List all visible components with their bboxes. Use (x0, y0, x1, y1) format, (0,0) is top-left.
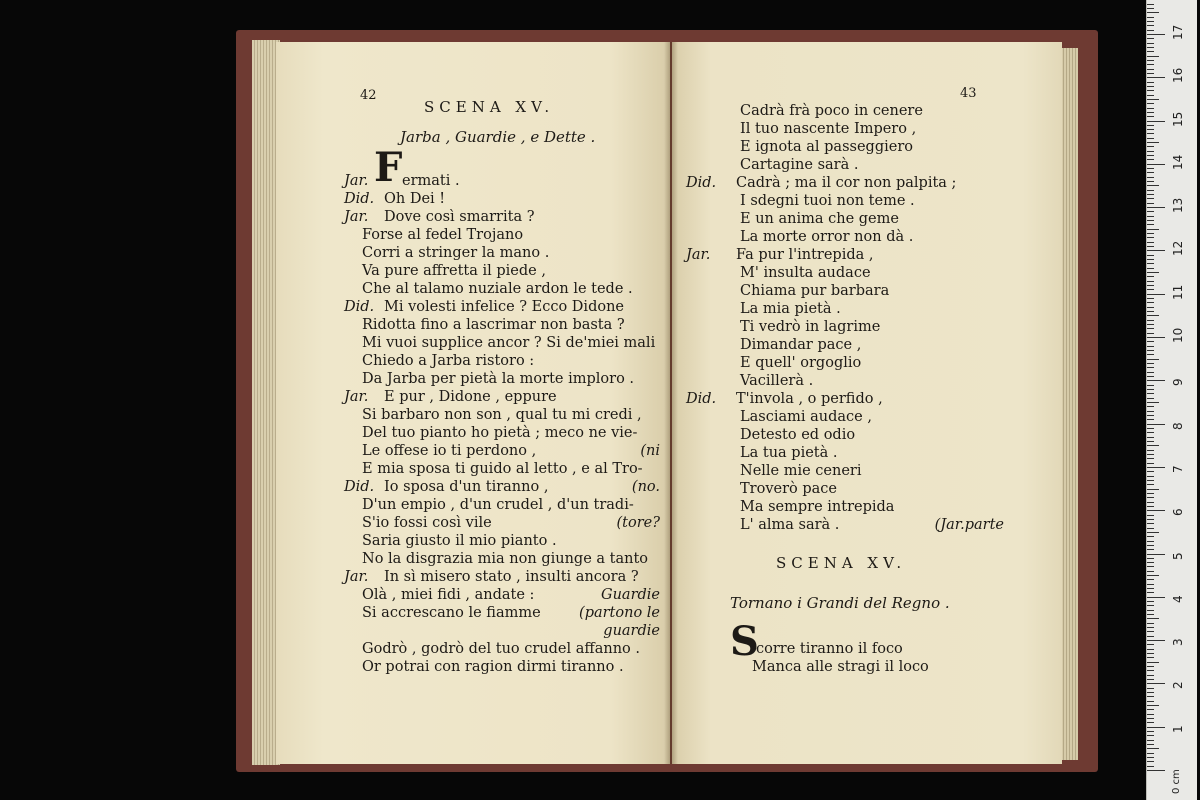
ruler-tick (1147, 73, 1154, 74)
ruler-tick (1147, 692, 1154, 693)
ruler-tick (1147, 653, 1154, 654)
ruler-tick (1147, 112, 1154, 113)
ruler-tick (1147, 688, 1154, 689)
ruler-tick (1147, 12, 1159, 13)
book-gutter (664, 42, 678, 764)
ruler-number: 11 (1171, 284, 1185, 300)
ruler-tick (1147, 172, 1154, 173)
ruler-tick (1147, 393, 1154, 394)
ruler-tick (1147, 376, 1154, 377)
verse-line: Lasciami audace , (740, 409, 872, 425)
ruler-tick (1147, 519, 1154, 520)
ruler-tick (1147, 95, 1154, 96)
ruler-tick (1147, 605, 1154, 606)
verse-line: Manca alle stragi il loco (752, 659, 929, 675)
ruler-tick (1147, 454, 1154, 455)
ruler-tick (1147, 125, 1154, 126)
speaker-label: Did. (686, 175, 717, 191)
ruler-tick (1147, 60, 1154, 61)
ruler-tick (1147, 268, 1154, 269)
ruler-tick (1147, 315, 1159, 316)
ruler-tick (1147, 571, 1154, 572)
ruler-tick (1147, 34, 1165, 35)
ruler-tick (1147, 614, 1154, 615)
ruler-tick (1147, 380, 1165, 381)
ruler-tick (1147, 705, 1159, 706)
verse-line: Si accrescano le fiamme (362, 605, 541, 621)
ruler-tick (1147, 346, 1154, 347)
ruler-tick (1147, 164, 1165, 165)
ruler-tick (1147, 428, 1154, 429)
verse-line: Chiama pur barbara (740, 283, 890, 299)
ruler-tick (1147, 471, 1154, 472)
verse-line: Oh Dei ! (384, 191, 446, 207)
ruler-tick (1147, 129, 1154, 130)
verse-line: S'io fossi così vile (362, 515, 492, 531)
ruler-tick (1147, 242, 1154, 243)
ruler-tick (1147, 237, 1154, 238)
ruler-tick (1147, 618, 1159, 619)
verse-line: Saria giusto il mio pianto . (362, 533, 557, 549)
verse-line: Vacillerà . (740, 373, 814, 389)
ruler-tick (1147, 289, 1154, 290)
ruler-tick (1147, 753, 1154, 754)
ruler-tick (1147, 116, 1154, 117)
ruler-tick (1147, 523, 1154, 524)
ruler-tick (1147, 25, 1154, 26)
ruler-tick (1147, 627, 1154, 628)
verse-line: La morte orror non dà . (740, 229, 914, 245)
ruler-tick (1147, 17, 1154, 18)
ruler-tick (1147, 216, 1154, 217)
verse-line: Godrò , godrò del tuo crudel affanno . (362, 641, 640, 657)
verse-line: Troverò pace (740, 481, 838, 497)
ruler-tick (1147, 489, 1159, 490)
ruler-tick (1147, 541, 1154, 542)
stage-direction: (no. (631, 479, 660, 495)
verse-line: corre tiranno il foco (756, 641, 903, 657)
ruler-tick (1147, 320, 1154, 321)
ruler-tick (1147, 419, 1154, 420)
ruler-tick (1147, 281, 1154, 282)
scene-heading: SCENA XV. (776, 554, 907, 572)
speaker-label: Did. (686, 391, 717, 407)
ruler-tick (1147, 675, 1154, 676)
ruler-tick (1147, 402, 1159, 403)
verse-line: Io sposa d'un tiranno , (384, 479, 549, 495)
ruler-tick (1147, 47, 1154, 48)
stage-direction: Guardie (601, 587, 660, 603)
ruler-number: 7 (1171, 465, 1185, 473)
ruler-tick (1147, 748, 1159, 749)
ruler-tick (1147, 43, 1154, 44)
ruler-tick (1147, 190, 1154, 191)
ruler-tick (1147, 761, 1154, 762)
ruler-tick (1147, 133, 1154, 134)
ruler-number: 5 (1171, 551, 1185, 560)
ruler-tick (1147, 350, 1154, 351)
ruler-tick (1147, 333, 1154, 334)
scene-heading: SCENA XV. (424, 98, 555, 116)
verse-line: Corri a stringer la mano . (362, 245, 550, 261)
verse-line: Detesto ed odio (740, 427, 856, 443)
ruler-tick (1147, 528, 1154, 529)
ruler-tick (1147, 142, 1159, 143)
ruler-unit: 0 cm (1171, 769, 1182, 794)
ruler-tick (1147, 177, 1154, 178)
ruler-tick (1147, 424, 1165, 425)
verse-line: Del tuo pianto ho pietà ; meco ne vie- (362, 425, 638, 441)
ruler-tick (1147, 181, 1154, 182)
ruler-tick (1147, 532, 1159, 533)
ruler-tick (1147, 718, 1154, 719)
stage-direction: (Jar.parte (934, 517, 1004, 533)
ruler-tick (1147, 121, 1165, 122)
ruler-tick (1147, 354, 1154, 355)
speaker-label: Jar. (344, 209, 369, 225)
speaker-label: Jar. (344, 389, 369, 405)
ruler-tick (1147, 38, 1154, 39)
ruler-tick (1147, 207, 1165, 208)
ruler-tick (1147, 285, 1154, 286)
ruler-tick (1147, 307, 1154, 308)
ruler-tick (1147, 359, 1159, 360)
speaker-label: Did. (344, 479, 375, 495)
verse-line: La mia pietà . (740, 301, 841, 317)
verse-line: Fa pur l'intrepida , (736, 247, 874, 263)
ruler-tick (1147, 493, 1154, 494)
ruler-tick (1147, 515, 1154, 516)
stage-direction: guardie (603, 623, 660, 639)
verse-line: Chiedo a Jarba ristoro : (362, 353, 535, 369)
ruler-number: 4 (1171, 595, 1185, 603)
ruler-number: 9 (1171, 378, 1185, 387)
ruler-tick (1147, 82, 1154, 83)
scene-subheading: Jarba , Guardie , e Dette . (400, 128, 596, 146)
verse-line: Cadrà ; ma il cor non palpita ; (736, 175, 957, 191)
verse-line: Dove così smarrita ? (384, 209, 535, 225)
ruler-tick (1147, 341, 1154, 342)
verse-line: Cadrà frà poco in cenere (740, 103, 923, 119)
verse-line: Cartagine sarà . (740, 157, 859, 173)
ruler-tick (1147, 597, 1165, 598)
verse-line: Or potrai con ragion dirmi tiranno . (362, 659, 624, 675)
ruler-tick (1147, 389, 1154, 390)
ruler-tick (1147, 103, 1154, 104)
ruler-tick (1147, 367, 1154, 368)
ruler-tick (1147, 727, 1165, 728)
ruler-tick (1147, 757, 1154, 758)
ruler-tick (1147, 506, 1154, 507)
ruler-tick (1147, 592, 1154, 593)
ruler-tick (1147, 406, 1154, 407)
ruler-number: 13 (1171, 197, 1185, 214)
ruler-tick (1147, 259, 1154, 260)
ruler-tick (1147, 185, 1159, 186)
ruler-tick (1147, 467, 1165, 468)
ruler-tick (1147, 631, 1154, 632)
ruler-tick (1147, 385, 1154, 386)
ruler-tick (1147, 224, 1154, 225)
ruler-tick (1147, 211, 1154, 212)
ruler-tick (1147, 324, 1154, 325)
ruler-tick (1147, 562, 1154, 563)
ruler-tick (1147, 623, 1154, 624)
ruler-tick (1147, 198, 1154, 199)
ruler-tick (1147, 155, 1154, 156)
ruler-tick (1147, 311, 1154, 312)
verse-line: Forse al fedel Trojano (362, 227, 524, 243)
verse-line: T'invola , o perfido , (736, 391, 883, 407)
right-page (672, 42, 1062, 764)
ruler-tick (1147, 662, 1159, 663)
page-number: 42 (360, 88, 377, 103)
ruler-tick (1147, 276, 1154, 277)
ruler-number: 12 (1171, 241, 1185, 257)
ruler-tick (1147, 220, 1154, 221)
ruler-tick (1147, 108, 1154, 109)
stage-direction: (ni (640, 443, 660, 459)
ruler-tick (1147, 398, 1154, 399)
ruler-tick (1147, 21, 1154, 22)
ruler-number: 17 (1171, 24, 1185, 40)
ruler-tick (1147, 56, 1159, 57)
page-number: 43 (960, 86, 977, 101)
ruler-tick (1147, 670, 1154, 671)
ruler-tick (1147, 766, 1154, 767)
ruler-tick (1147, 298, 1154, 299)
ruler-tick (1147, 30, 1154, 31)
ruler-tick (1147, 480, 1154, 481)
verse-line: E un anima che geme (740, 211, 899, 227)
ruler-tick (1147, 159, 1154, 160)
ruler-tick (1147, 770, 1165, 771)
ruler-number: 1 (1171, 725, 1185, 733)
ruler-tick (1147, 77, 1165, 78)
ruler-number: 10 (1171, 327, 1185, 343)
ruler-tick (1147, 640, 1165, 641)
ruler-tick (1147, 666, 1154, 667)
ruler-tick (1147, 246, 1154, 247)
ruler-tick (1147, 554, 1165, 555)
verse-line: Si barbaro non son , qual tu mi credi , (362, 407, 642, 423)
ruler-tick (1147, 536, 1154, 537)
left-page (276, 42, 670, 764)
ruler-tick (1147, 740, 1154, 741)
verse-line: ermati . (402, 173, 460, 189)
speaker-label: Jar. (344, 569, 369, 585)
speaker-label: Jar. (686, 247, 711, 263)
verse-line: Nelle mie ceneri (740, 463, 862, 479)
ruler-tick (1147, 255, 1154, 256)
ruler-tick (1147, 510, 1165, 511)
verse-line: E quell' orgoglio (740, 355, 862, 371)
ruler-tick (1147, 549, 1154, 550)
ruler-tick (1147, 636, 1154, 637)
verse-line: Dimandar pace , (740, 337, 862, 353)
ruler-tick (1147, 263, 1154, 264)
ruler-number: 2 (1171, 681, 1185, 690)
ruler-tick (1147, 497, 1154, 498)
ruler-tick (1147, 484, 1154, 485)
ruler-tick (1147, 328, 1154, 329)
verse-line: In sì misero stato , insulti ancora ? (384, 569, 639, 585)
ruler-tick (1147, 363, 1154, 364)
ruler-tick (1147, 86, 1154, 87)
verse-line: D'un empio , d'un crudel , d'un tradi- (362, 497, 634, 513)
ruler-tick (1147, 437, 1154, 438)
ruler-tick (1147, 584, 1154, 585)
ruler-tick (1147, 601, 1154, 602)
ruler-tick (1147, 229, 1159, 230)
verse-line: Ridotta fino a lascrimar non basta ? (362, 317, 625, 333)
ruler-number: 3 (1171, 638, 1185, 647)
ruler-tick (1147, 233, 1154, 234)
ruler-tick (1147, 683, 1165, 684)
ruler-tick (1147, 432, 1154, 433)
ruler-tick (1147, 69, 1154, 70)
speaker-label: Jar. (344, 173, 369, 189)
ruler-tick (1147, 411, 1154, 412)
ruler-tick (1147, 415, 1154, 416)
stage-direction: (partono le (579, 605, 660, 621)
ruler-tick (1147, 194, 1154, 195)
ruler-tick (1147, 4, 1154, 5)
ruler-tick (1147, 575, 1159, 576)
ruler-tick (1147, 64, 1154, 65)
measuring-ruler (1146, 0, 1197, 800)
verse-line: Olà , miei fidi , andate : (362, 587, 535, 603)
verse-line: Da Jarba per pietà la morte imploro . (362, 371, 635, 387)
verse-line: Va pure affretta il piede , (362, 263, 546, 279)
ruler-tick (1147, 463, 1154, 464)
stage-direction: (tore? (616, 515, 660, 531)
ruler-tick (1147, 502, 1154, 503)
ruler-tick (1147, 649, 1154, 650)
verse-line: Che al talamo nuziale ardon le tede . (362, 281, 633, 297)
drop-cap: F (374, 144, 403, 191)
ruler-tick (1147, 99, 1159, 100)
verse-line: I sdegni tuoi non teme . (740, 193, 915, 209)
ruler-tick (1147, 558, 1154, 559)
ruler-tick (1147, 722, 1154, 723)
ruler-tick (1147, 294, 1165, 295)
ruler-tick (1147, 458, 1154, 459)
ruler-tick (1147, 337, 1165, 338)
verse-line: Ti vedrò in lagrime (740, 319, 881, 335)
verse-line: No la disgrazia mia non giunge a tanto (362, 551, 649, 567)
verse-line: Mi vuoi supplice ancor ? Si de'miei mali (362, 335, 656, 351)
ruler-tick (1147, 579, 1154, 580)
verse-line: E pur , Didone , eppure (384, 389, 557, 405)
verse-line: Le offese io ti perdono , (362, 443, 537, 459)
ruler-tick (1147, 372, 1154, 373)
verse-line: L' alma sarà . (740, 517, 840, 533)
ruler-number: 8 (1171, 421, 1185, 430)
ruler-tick (1147, 657, 1154, 658)
ruler-tick (1147, 203, 1154, 204)
ruler-tick (1147, 450, 1154, 451)
speaker-label: Did. (344, 191, 375, 207)
verse-line: Mi volesti infelice ? Ecco Didone (384, 299, 625, 315)
ruler-tick (1147, 138, 1154, 139)
ruler-tick (1147, 90, 1154, 91)
ruler-tick (1147, 744, 1154, 745)
ruler-tick (1147, 610, 1154, 611)
ruler-tick (1147, 445, 1159, 446)
verse-line: E ignota al passeggiero (740, 139, 913, 155)
ruler-tick (1147, 714, 1154, 715)
speaker-label: Did. (344, 299, 375, 315)
ruler-tick (1147, 696, 1154, 697)
verse-line: Il tuo nascente Impero , (740, 121, 917, 137)
ruler-tick (1147, 709, 1154, 710)
ruler-tick (1147, 545, 1154, 546)
verse-line: E mia sposa ti guido al letto , e al Tro- (362, 461, 643, 477)
ruler-number: 14 (1171, 154, 1185, 170)
ruler-tick (1147, 644, 1154, 645)
ruler-tick (1147, 302, 1154, 303)
ruler-tick (1147, 701, 1154, 702)
ruler-tick (1147, 731, 1154, 732)
drop-cap: S (730, 618, 759, 665)
ruler-tick (1147, 566, 1154, 567)
ruler-tick (1147, 679, 1154, 680)
verse-line: M' insulta audace (740, 265, 871, 281)
ruler-tick (1147, 146, 1154, 147)
ruler-tick (1147, 588, 1154, 589)
ruler-tick (1147, 272, 1159, 273)
ruler-tick (1147, 151, 1154, 152)
verse-line: La tua pietà . (740, 445, 838, 461)
ruler-number: 15 (1171, 111, 1185, 127)
scene-subheading: Tornano i Grandi del Regno . (730, 594, 950, 612)
ruler-tick (1147, 441, 1154, 442)
ruler-tick (1147, 8, 1154, 9)
ruler-number: 6 (1171, 508, 1185, 517)
ruler-tick (1147, 735, 1154, 736)
ruler-tick (1147, 476, 1154, 477)
ruler-number: 16 (1171, 67, 1185, 84)
verse-line: Ma sempre intrepida (740, 499, 895, 515)
ruler-tick (1147, 51, 1154, 52)
ruler-tick (1147, 168, 1154, 169)
ruler-tick (1147, 250, 1165, 251)
